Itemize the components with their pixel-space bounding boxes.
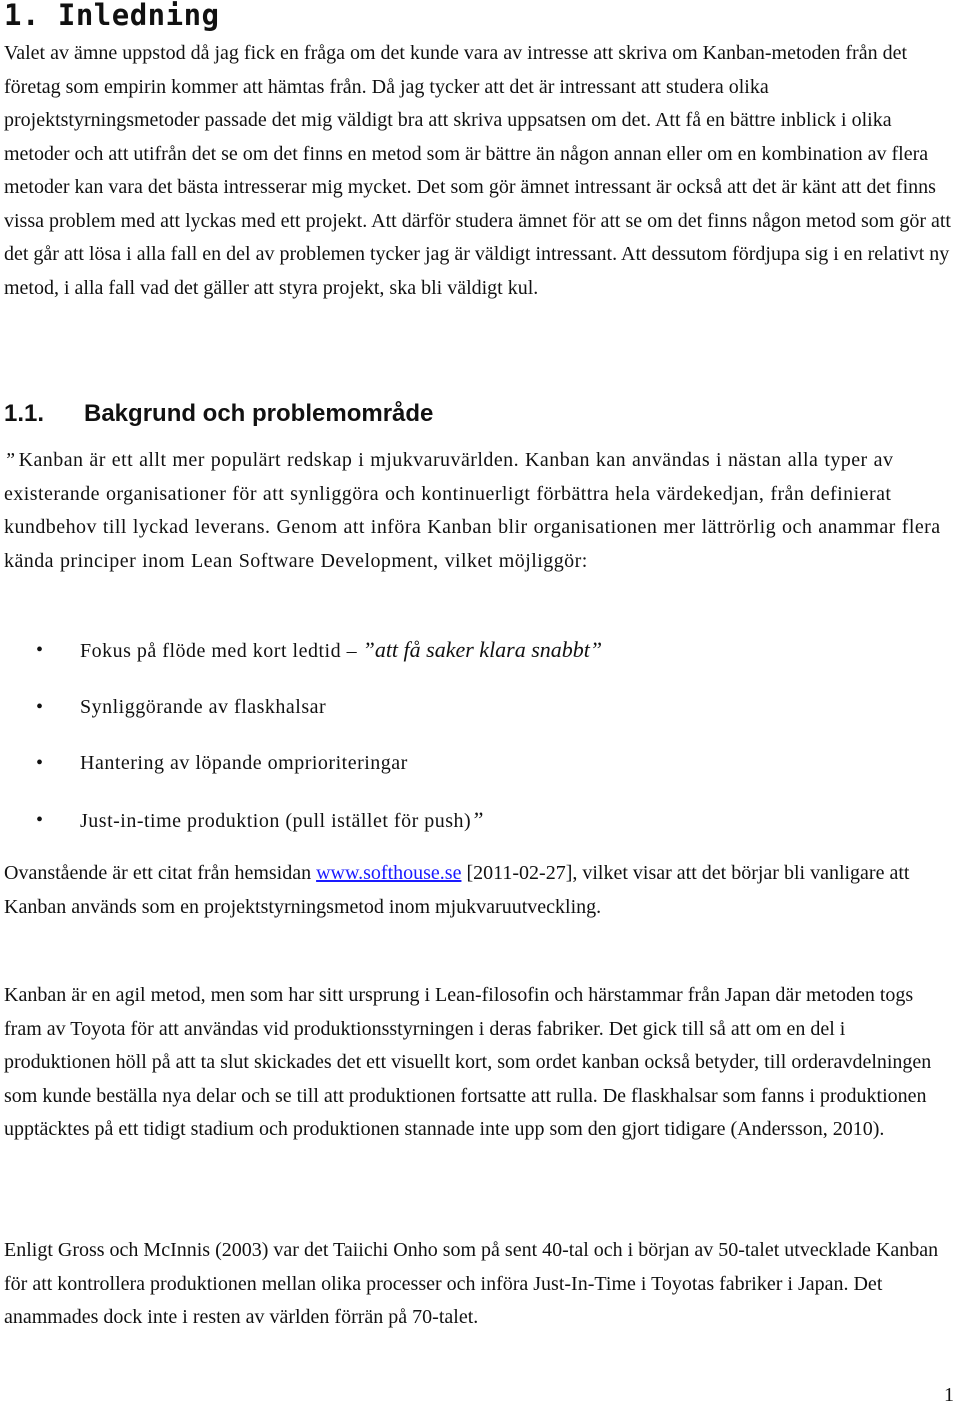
list-item bbox=[0, 798, 602, 855]
list-item-text: Fokus på flöde med kort ledtid – bbox=[80, 640, 363, 662]
quote-open-mark: ” bbox=[4, 449, 16, 471]
section-title: Bakgrund och problemområde bbox=[84, 400, 434, 427]
history-paragraph: Kanban är en agil metod, men som har sitt ursprung i Lean-filosofin och härstammar från Japan där metoden togs fram av Toyota för att användas vid produktionsstyrningen i deras fabriker. Det gick till så att om en del i produktionen höll på att ta slut skickades det ett visuellt kort, som ordet kanban också betyder, till orderavdelningen som kunde beställa nya delar och se till att produktionen fortsatte att rulla. De flaskhalsar som fanns i produktionen upptäcktes på ett tidigt stadium och produktionen stannade inte upp som den gjort tidigare (Andersson, 2010). bbox=[4, 984, 932, 1140]
intro-paragraph: Valet av ämne uppstod då jag fick en fråga om det kunde vara av intresse att skriva om Kanban-metoden från det företag som empirin kommer att hämtas från. Då jag tycker att det är intressant att studera olika projektstyrningsmetoder passade det mig väldigt bra att skriva uppsatsen om det. Att få en bättre inblick i olika metoder och att utifrån det se om det finns en metod som är bättre än någon annan eller om en kombination av flera metoder kan vara det bästa intresserar mig mycket. Det som gör ämnet intressant är också att det är känt att det finns vissa problem med att lyckas med ett projekt. Att därför studera ämnet för att se om det finns någon metod som gör att det går att lösa i alla fall en del av problemen tycker jag är väldigt intressant. Att dessutom fördjupa sig i en relativt ny metod, i alla fall vad det gäller att styra projekt, ska bli väldigt kul. bbox=[4, 42, 951, 299]
source-text-after: [2011-02-27], vilket visar att det börjar bli vanligare att Kanban används som en projektstyrningsmetod inom mjukvaruutveckling. bbox=[4, 862, 910, 918]
bullet-dot-icon: • bbox=[36, 752, 44, 774]
list-item-text: Hantering av löpande omprioriteringar bbox=[80, 752, 408, 774]
section-heading bbox=[4, 399, 433, 429]
quote-text: Kanban är ett allt mer populärt redskap i mjukvaruvärlden. Kanban kan användas i nästan alla typer av existerande organisationer för att synliggöra och kontinuerligt förbättra hela värdekedjan, från definierat kundbehov till lyckad leverans. Genom att införa Kanban blir organisationen mer lättrörlig och anammar flera kända principer inom Lean Software Development, vilket möjliggör: bbox=[4, 449, 941, 572]
list-item-italic: ” bbox=[471, 806, 484, 832]
section-number: 1.1. bbox=[4, 400, 45, 427]
softhouse-link[interactable]: www.softhouse.se bbox=[316, 862, 462, 884]
bullet-dot-icon: • bbox=[36, 639, 44, 661]
source-paragraph bbox=[4, 857, 954, 924]
list-item bbox=[0, 685, 602, 742]
list-item bbox=[0, 628, 602, 685]
list-item-italic: ”att få saker klara snabbt” bbox=[362, 637, 603, 662]
page-number: 1 bbox=[944, 1384, 954, 1406]
quote-paragraph bbox=[4, 444, 954, 578]
list-item-text: Synliggörande av flaskhalsar bbox=[80, 695, 327, 718]
bullet-dot-icon: • bbox=[36, 808, 44, 831]
gross-paragraph: Enligt Gross och McInnis (2003) var det Taiichi Onho som på sent 40-tal och i början av 50-talet utvecklade Kanban för att kontrollera produktionen mellan olika processer och införa Just-In-Time i Toyotas fabriker i Japan. Det anammades dock inte i resten av världen förrän på 70-talet. bbox=[4, 1239, 939, 1328]
list-item-text: Just-in-time produktion (pull istället för push) bbox=[80, 809, 472, 832]
quote-bullet-list bbox=[0, 628, 602, 854]
bullet-dot-icon: • bbox=[36, 695, 44, 718]
source-text-before: Ovanstående är ett citat från hemsidan bbox=[4, 862, 317, 884]
list-item bbox=[0, 741, 602, 798]
chapter-heading: 1. Inledning bbox=[4, 0, 220, 32]
